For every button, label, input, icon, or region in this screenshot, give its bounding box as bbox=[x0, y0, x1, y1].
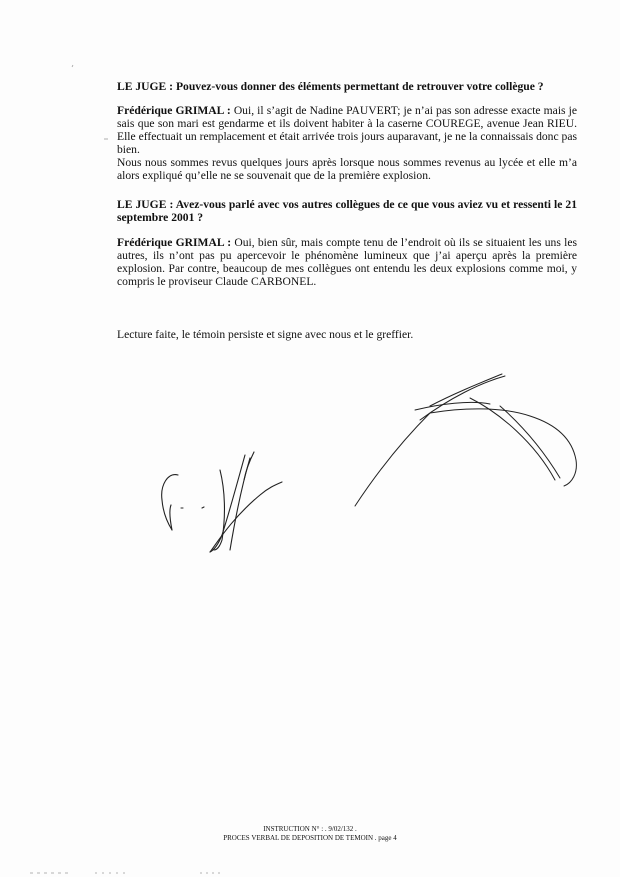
speaker-judge: LE JUGE : bbox=[117, 80, 174, 93]
answer-text: Oui, il s’agit de Nadine PAUVERT; je n’ai pas son adresse exacte mais je sais que son mari est gendarme et ils doivent habiter à la caserne COUREGE, avenue Jean RIEU. Elle effectuait un remplacement et était arrivée trois jours auparavant, je ne la connaissais donc pas bien. bbox=[117, 104, 577, 156]
speaker-witness: Frédérique GRIMAL : bbox=[117, 236, 232, 249]
answer-text: Oui, bien sûr, mais compte tenu de l’endroit où ils se situaient les uns les autres, ils n’ont pas pu apercevoir le phénomène lumineux que j’ai aperçu après la première explosion. Par contre, beaucoup de mes collègues ont entendu les deux explosions comme moi, y compris le proviseur Claude CARBONEL. bbox=[117, 236, 577, 288]
footer-document-title: PROCES VERBAL DE DEPOSITION DE TEMOIN bbox=[223, 834, 374, 842]
question-text: Pouvez-vous donner des éléments permettant de retrouver votre collègue ? bbox=[175, 80, 544, 93]
speaker-judge: LE JUGE : bbox=[117, 198, 174, 211]
closing-statement: Lecture faite, le témoin persiste et signe avec nous et le greffier. bbox=[117, 328, 414, 341]
footer-page-number: . page 4 bbox=[374, 834, 397, 842]
footer-instruction-number: INSTRUCTION N° : . 9/02/132 . bbox=[263, 825, 357, 833]
question-text: Avez-vous parlé avec vos autres collègues de ce que vous aviez vu et ressenti le 21 septembre 2001 ? bbox=[117, 198, 578, 224]
footer-document-type bbox=[0, 834, 620, 843]
speaker-witness: Frédérique GRIMAL : bbox=[117, 104, 231, 117]
footer bbox=[0, 825, 620, 843]
answer-text-continued: Nous nous sommes revus quelques jours après lorsque nous sommes revenus au lycée et elle m’a alors expliqué qu’elle ne se souvenait que de la première explosion. bbox=[117, 156, 577, 182]
